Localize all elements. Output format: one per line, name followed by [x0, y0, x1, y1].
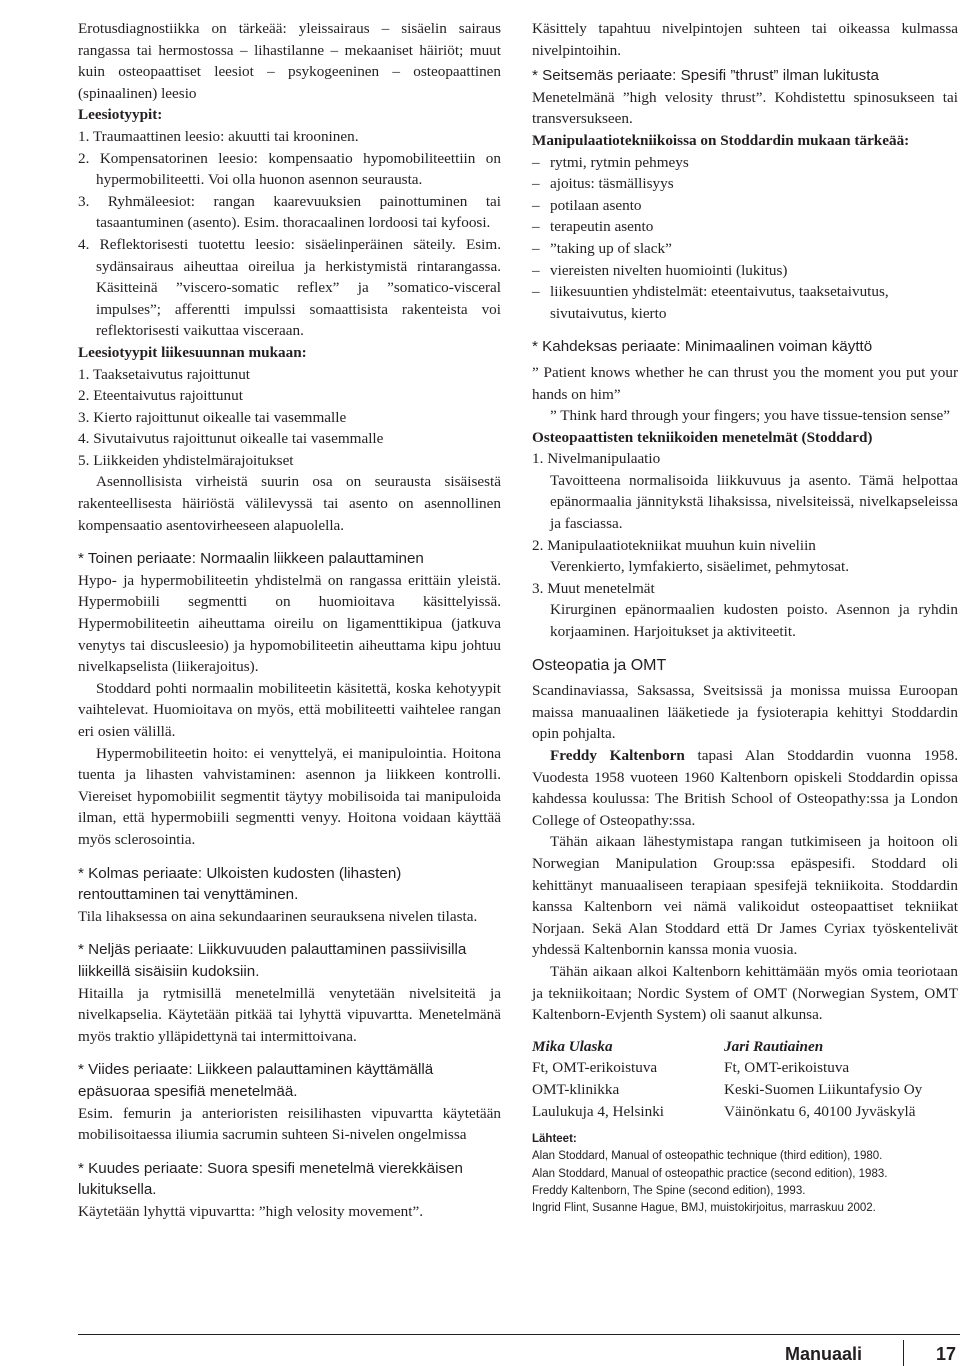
- author-name: Mika Ulaska: [532, 1037, 613, 1055]
- principle-2-text-3: Hypermobiliteetin hoito: ei venyttelyä, ei manipulointia. Hoitona tuenta ja lihasten vahvistaminen: asennon ja liikkeen kontrolli. Viereiset hypomobiilit segmentit täytyy mobilisoida tai manipuloida ilman, että hypermobiili segmentti venyy. Hoitona voidaan käyttää myös sclerosointia.: [78, 744, 501, 848]
- principle-7-heading: * Seitsemäs periaate: Spesifi ”thrust” ilman lukitusta: [532, 67, 879, 85]
- author-line: OMT-klinikka: [532, 1080, 620, 1098]
- principle-2-text-2: Stoddard pohti normaalin mobiliteetin käsitettä, koska kehotyypit vaihtelevat. Huomioitava on myös, että mobiliteetti vaihtelee rangan eri osien välillä.: [78, 679, 501, 740]
- principle-6-text: Käytetään lyhyttä vipuvartta: ”high velosity movement”.: [78, 1202, 423, 1220]
- footer-rule: [78, 1334, 960, 1335]
- references-heading: Lähteet:: [532, 1133, 577, 1146]
- reference-item: Alan Stoddard, Manual of osteopathic technique (third edition), 1980.: [532, 1150, 883, 1163]
- movement-type-item: 4. Sivutaivutus rajoittunut oikealle tai vasemmalle: [78, 430, 384, 448]
- principle-2-text-1: Hypo- ja hypermobiliteetin yhdistelmä on rangassa erittäin yleistä. Hypermobiili segmentti on huomioitava käsittelyissä. Hypermobiliteetin aiheuttama oireilu on ligamenttikipua (jatkuva venytys tai discusleesio) ja hypomobiliteetin aiheuttama kipu johtuu nivelkapselista (liikerajoitus).: [78, 571, 501, 676]
- technique-title: 3. Muut menetelmät: [532, 579, 655, 597]
- manipulation-heading: Manipulaatiotekniikoissa on Stoddardin mukaan tärkeää:: [532, 131, 910, 149]
- manipulation-item: – potilaan asento: [532, 195, 958, 217]
- footer-separator: [903, 1340, 904, 1366]
- movement-type-item: 2. Eteentaivutus rajoittunut: [78, 387, 243, 405]
- movement-type-item: 1. Taaksetaivutus rajoittunut: [78, 365, 251, 383]
- manipulation-item: – rytmi, rytmin pehmeys: [532, 152, 958, 174]
- lesion-types-heading: Leesiotyypit:: [78, 106, 163, 124]
- manipulation-item: – ”taking up of slack”: [532, 238, 958, 260]
- omt-paragraph-3: Tähän aikaan lähestymistapa rangan tutkimiseen ja hoitoon oli Norwegian Manipulation Group:ssa epäspesifi. Stoddard oli kehittänyt manuaaliseen terapiaan spesifejä tekniikoita. Stoddardin kanssa Kaltenborn vei nämä valikoidut osteopaattiset tekniikat Norjaan. Sekä Alan Stoddard että Dr James Cyriax työskentelivät yhdessä Kaltenbornin kanssa monia vuosia.: [532, 833, 958, 959]
- author-line: Väinönkatu 6, 40100 Jyväskylä: [724, 1102, 916, 1120]
- intro-paragraph: Erotusdiagnostiikka on tärkeää: yleissairaus – sisäelin sairaus rangassa tai hermostossa – lihastilanne – mekaaniset häiriöt; muut kuin osteopaattiset leesiot – psykogeeninen – osteopaattinen (spinaalinen) leesio: [78, 20, 501, 102]
- techniques-heading: Osteopaattisten tekniikoiden menetelmät (Stoddard): [532, 428, 873, 446]
- principle-3-text: Tila lihaksessa on aina sekundaarinen seurauksena nivelen tilasta.: [78, 907, 478, 925]
- principle-8-quote-2: ” Think hard through your fingers; you have tissue-tension sense”: [550, 407, 950, 425]
- principle-8-heading: * Kahdeksas periaate: Minimaalinen voiman käyttö: [532, 338, 873, 356]
- principle-7-text: Menetelmänä ”high velosity thrust”. Kohdistettu spinosukseen tai transversukseen.: [532, 88, 958, 128]
- technique-title: 2. Manipulaatiotekniikat muuhun kuin niveliin: [532, 536, 816, 554]
- technique-title: 1. Nivelmanipulaatio: [532, 450, 661, 468]
- reference-item: Alan Stoddard, Manual of osteopathic practice (second edition), 1983.: [532, 1167, 888, 1180]
- movement-types-heading: Leesiotyypit liikesuunnan mukaan:: [78, 343, 307, 361]
- movement-type-item: 3. Kierto rajoittunut oikealle tai vasemmalle: [78, 408, 347, 426]
- principle-4-heading: * Neljäs periaate: Liikkuvuuden palauttaminen passiivisilla liikkeillä sisäisiin kudoksiin.: [78, 941, 467, 980]
- technique-text: Verenkierto, lymfakierto, sisäelimet, pehmytosat.: [550, 558, 850, 576]
- principle-6-heading: * Kuudes periaate: Suora spesifi menetelmä vierekkäisen lukituksella.: [78, 1159, 463, 1199]
- technique-text: Kirurginen epänormaalien kudosten poisto. Asennon ja ryhdin korjaaminen. Harjoitukset ja aktiviteetit.: [550, 601, 958, 641]
- principle-5-heading: * Viides periaate: Liikkeen palauttaminen käyttämällä epäsuoraa spesifiä menetelmää.: [78, 1061, 434, 1100]
- left-column: [78, 18, 501, 1222]
- omt-paragraph-4: Tähän aikaan alkoi Kaltenborn kehittämään myös omia teoriotaan ja tekniikoitaan; Nordic System of OMT (Norwegian System, OMT Kaltenborn-Evjenth System) oli saanut alkunsa.: [532, 962, 958, 1024]
- manipulation-item: – liikesuuntien yhdistelmät: eteentaivutus, taaksetaivutus, sivutaivutus, kierto: [532, 281, 958, 324]
- omt-heading: Osteopatia ja OMT: [532, 656, 667, 674]
- omt-paragraph-2: [532, 745, 958, 831]
- omt-paragraph-1: Scandinaviassa, Saksassa, Sveitsissä ja monissa muissa Euroopan maissa manuaalinen lääketiede ja fysioterapia kehittyi Stoddardin opin pohjalta.: [532, 682, 958, 743]
- principle-5-text: Esim. femurin ja anterioristen reisilihasten vipuvartta käytetään mobilisoitaessa iliumia sacrumin suhteen Si-nivelen ongelmissa: [78, 1104, 501, 1144]
- reference-item: Ingrid Flint, Susanne Hague, BMJ, muistokirjoitus, marraskuu 2002.: [532, 1202, 876, 1215]
- principle-4-text: Hitailla ja rytmisillä menetelmillä venytetään nivelsiteitä ja nivelkapselia. Käytetään pitkää tai lyhyttä vipuvarttа. Menetelmänä myös traktio ylläpidettynä tai intermittoivana.: [78, 984, 501, 1045]
- manipulation-item: – viereisten nivelten huomiointi (lukitus): [532, 260, 958, 282]
- lesion-type-item: 3. Ryhmäleesiot: rangan kaarevuuksien painottuminen tai tasaantuminen (asento). Esim. thoracaalinen lordoosi tai kyfoosi.: [78, 192, 501, 232]
- lesion-type-item: 2. Kompensatorinen leesio: kompensaatio hypomobiliteettiin on hypermobiliteetti. Voi olla huonon asennon seurausta.: [78, 149, 501, 189]
- principle-8-quote-1: ” Patient knows whether he can thrust you the moment you put your hands on him”: [532, 363, 958, 403]
- right-column: [532, 18, 958, 1218]
- manipulation-item: – ajoitus: täsmällisyys: [532, 173, 958, 195]
- author-line: Ft, OMT-erikoistuva: [532, 1059, 658, 1077]
- manipulation-item: – terapeutin asento: [532, 216, 958, 238]
- principle-3-heading: * Kolmas periaate: Ulkoisten kudosten (lihasten) rentouttaminen tai venyttäminen.: [78, 864, 402, 904]
- author-line: Ft, OMT-erikoistuva: [724, 1059, 850, 1077]
- movement-text: Asennollisista virheistä suurin osa on seurausta sisäisestä rakenteellisesta häiriöstä välilevyssä tai asento on asennollinen kompensaatio asentovirheeseen alapuolella.: [78, 473, 501, 534]
- reference-item: Freddy Kaltenborn, The Spine (second edition), 1993.: [532, 1184, 806, 1197]
- author-line: Laulukuja 4, Helsinki: [532, 1102, 665, 1120]
- author-card: [532, 1036, 724, 1122]
- magazine-name: Manuaali: [784, 1344, 862, 1364]
- movement-type-item: 5. Liikkeiden yhdistelmärajoitukset: [78, 451, 294, 469]
- principle-6-continued: Käsittely tapahtuu nivelpintojen suhteen tai oikeassa kulmassa nivelpintoihin.: [532, 20, 958, 59]
- page-number: 17: [935, 1344, 956, 1364]
- author-name: Jari Rautiainen: [724, 1037, 824, 1055]
- kaltenborn-name: Freddy Kaltenborn: [550, 747, 685, 764]
- author-line: Keski-Suomen Liikuntafysio Oy: [724, 1080, 923, 1098]
- technique-text: Tavoitteena normalisoida liikkuvuus ja asento. Tämä helpottaa epänormaalia jännitykstä lihaksissa, nivelsiteissä, nivelkapseleissa ja fasciassa.: [550, 471, 958, 533]
- lesion-type-item: 1. Traumaattinen leesio: akuutti tai krooninen.: [78, 127, 359, 145]
- lesion-type-item: 4. Reflektorisesti tuotettu leesio: sisäelinperäinen säteily. Esim. sydänsairaus aiheuttaa oireilua ja herkistymistä rintarangassa. Käsitteinä ”viscero-somatic reflex” ja ”somatico-visceral impulses”; afferentti impulssi somaattisista rakenteista voi reflektorisesti vaikuttaa visceraan.: [78, 235, 501, 340]
- authors-block: [532, 1036, 958, 1122]
- principle-2-heading: * Toinen periaate: Normaalin liikkeen palauttaminen: [78, 550, 424, 568]
- omt-paragraph-2-rest: tapasi Alan Stoddardin vuonna 1958. Vuodesta 1958 vuoteen 1960 Kaltenborn opiskeli Stoddardin opissa kahdessa koulussa: The British School of Osteopathy:ssa ja London College of Osteopathy:ssa.: [532, 747, 958, 829]
- author-card: [724, 1036, 922, 1122]
